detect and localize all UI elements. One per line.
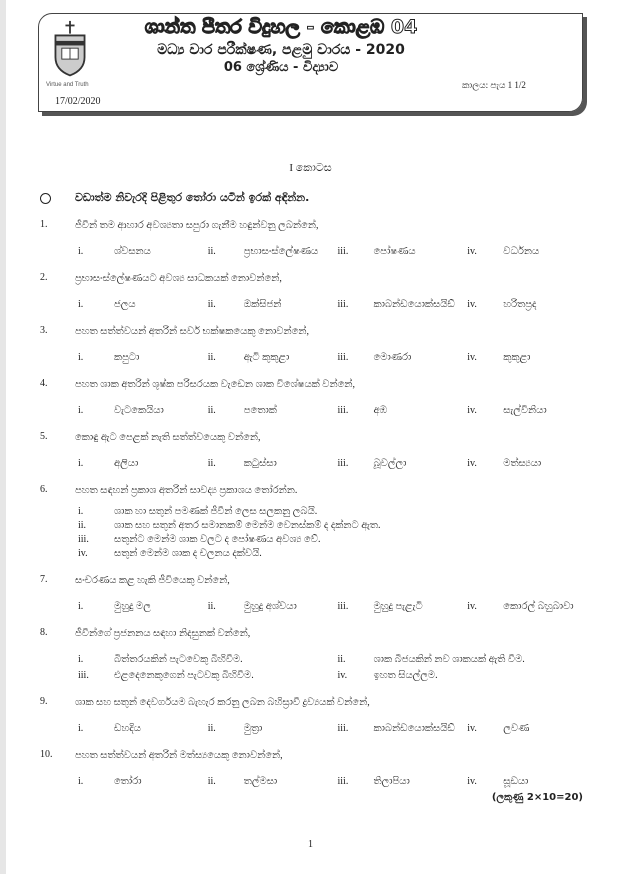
option-text: ඩහදිය bbox=[114, 723, 141, 734]
question-row bbox=[40, 484, 591, 497]
question-text: පහත ශාක අතරින් ශුෂ්ක පරිසරයක වැඩෙන ශාක විශේෂයක් වන්නේ, bbox=[75, 379, 355, 390]
question-row bbox=[40, 749, 591, 762]
question-text: ප්‍රභාසංස්ලේෂණයට අවශ්‍ය සාධකයක් නොවන්නේ, bbox=[75, 273, 282, 284]
question-number: 10. bbox=[40, 749, 53, 760]
question bbox=[40, 484, 591, 560]
option-text: හරිතප්‍රද bbox=[503, 299, 537, 310]
option-label: ii. bbox=[207, 458, 216, 469]
circle-bullet-icon bbox=[40, 193, 51, 204]
option-label: ii. bbox=[207, 601, 216, 612]
question-text: පහත සඳහන් ප්‍රකාශ අතරින් සාවද්‍ය ප්‍රකාශය තෝරන්න. bbox=[75, 485, 298, 496]
option-text: කටුස්සා bbox=[243, 458, 277, 469]
instruction-row bbox=[40, 191, 591, 205]
option-label: i. bbox=[78, 246, 84, 257]
option-text: ශාක හා සතුන් පමණක් ජීවීන් ලෙස සලකනු ලබයි. bbox=[114, 506, 318, 517]
option-label: iii. bbox=[337, 299, 349, 310]
option-text: කාබන්ඩයොක්සයිඩ් bbox=[373, 723, 455, 734]
question-number: 2. bbox=[40, 272, 48, 283]
option-text: ඇටි කුකුළා bbox=[243, 352, 290, 363]
question-text: පහත සත්ත්වයන් අතරින් මත්ස්‍යයෙකු නොවන්නේ, bbox=[75, 750, 283, 761]
option-text: ප්‍රභාසංස්ලේෂණය bbox=[243, 246, 319, 257]
exam-title: මධ්‍ය වාර පරීක්ෂණ, පළමු වාරය - 2020 bbox=[157, 41, 405, 58]
option-label: i. bbox=[78, 654, 84, 665]
option-label: iii. bbox=[78, 670, 89, 681]
exam-date: 17/02/2020 bbox=[55, 96, 101, 107]
option-label: iii. bbox=[337, 601, 349, 612]
question-text: කොඳු ඇට පෙළක් නැති සත්ත්වයෙකු වන්නේ, bbox=[75, 432, 261, 443]
page-number: 1 bbox=[308, 839, 313, 850]
question-row bbox=[40, 378, 591, 391]
option-list bbox=[78, 245, 591, 258]
question bbox=[40, 574, 591, 613]
option-text: කුකුළා bbox=[503, 352, 531, 363]
option-text: මුහුදු පැළැටි bbox=[373, 601, 423, 612]
question bbox=[40, 219, 591, 258]
option-label: i. bbox=[78, 601, 84, 612]
question-number: 4. bbox=[40, 378, 48, 389]
option-text: මුහුදු මල bbox=[114, 601, 151, 612]
option-label: ii. bbox=[207, 246, 216, 257]
option-text: මත්ස්‍යයා bbox=[503, 458, 542, 469]
option-label: iii. bbox=[337, 246, 349, 257]
option-text: තිලාපියා bbox=[373, 776, 410, 787]
option-label: iv. bbox=[467, 352, 477, 363]
option-label: ii. bbox=[78, 520, 87, 531]
option-list bbox=[78, 505, 591, 560]
question bbox=[40, 272, 591, 311]
option-label: ii. bbox=[207, 352, 216, 363]
option-label: ii. bbox=[207, 723, 216, 734]
instruction: වඩාත්ම නිවැරදි පිළිතුර තෝරා යටින් ඉරක් අඳින්න. bbox=[75, 191, 310, 204]
question-text: සංචරණය කළ හැකි ජීවියෙකු වන්නේ, bbox=[75, 575, 230, 586]
grade-subject: 06 ශ්‍රේණිය - විද්‍යාව bbox=[223, 59, 339, 75]
option-text: අලියා bbox=[114, 458, 139, 469]
question bbox=[40, 378, 591, 417]
marks-note: (ලකුණු 2×10=20) bbox=[491, 792, 583, 803]
option-text: කාබන්ඩයොක්සයිඩ් bbox=[373, 299, 455, 310]
option-text: කොරල් බහුබාවා bbox=[503, 601, 574, 612]
option-label: iv. bbox=[467, 246, 477, 257]
option-label: ii. bbox=[337, 654, 346, 665]
question-row bbox=[40, 325, 591, 338]
question-number: 9. bbox=[40, 696, 48, 707]
question bbox=[40, 325, 591, 364]
option-label: iv. bbox=[337, 670, 348, 681]
question-text: පහත සත්ත්වයන් අතරින් සර්ව භක්ෂකයෙකු නොවන්නේ, bbox=[75, 326, 310, 337]
option-text: ලවණ bbox=[503, 723, 530, 734]
question bbox=[40, 749, 591, 788]
option-text: වැටකෙයියා bbox=[114, 405, 164, 416]
option-label: ii. bbox=[207, 776, 216, 787]
option-list bbox=[78, 600, 591, 613]
school-name: ශාන්ත පීතර විදුහල - කොළඹ 04 bbox=[144, 16, 418, 38]
option-text: සැල්විනියා bbox=[503, 405, 547, 416]
logo-motto: Virtue and Truth bbox=[46, 82, 89, 88]
option-label: ii. bbox=[207, 405, 216, 416]
option-text: බිත්තරයකින් පැටවෙකු බිහිවීම. bbox=[114, 654, 243, 665]
question-row bbox=[40, 696, 591, 709]
option-label: iv. bbox=[467, 299, 477, 310]
option-label: iii. bbox=[337, 458, 349, 469]
option-text: බූවල්ලා bbox=[373, 458, 407, 469]
option-text: වර්ධනය bbox=[503, 246, 540, 257]
question-number: 5. bbox=[40, 431, 48, 442]
option-text: ශාක සහ සතුන් අතර සමානකම් මෙන්ම වෙනස්කම් ද දක්නට ඇත. bbox=[114, 520, 381, 531]
option-text: ඉහත සියල්ලම. bbox=[373, 670, 438, 681]
option-list bbox=[78, 404, 591, 417]
option-label: i. bbox=[78, 405, 84, 416]
option-label: ii. bbox=[207, 299, 216, 310]
option-label: iii. bbox=[337, 405, 349, 416]
option-text: සතුන් මෙන්ම ශාක ද චලනය දක්වයි. bbox=[114, 548, 262, 559]
option-text: ශාක බීජයකින් නව ශාකයක් ඇති වීම. bbox=[373, 654, 525, 665]
section-title: I කොටස bbox=[289, 162, 332, 174]
question-number: 8. bbox=[40, 627, 48, 638]
question-row bbox=[40, 627, 591, 640]
option-label: i. bbox=[78, 352, 84, 363]
option-text: එළදෙනෙකුගෙන් පැටවකු බිහිවීම. bbox=[114, 670, 254, 681]
question-row bbox=[40, 219, 591, 232]
question-list bbox=[40, 219, 591, 788]
option-list bbox=[78, 653, 591, 682]
question bbox=[40, 431, 591, 470]
option-label: i. bbox=[78, 299, 84, 310]
option-text: ජලය bbox=[114, 299, 136, 310]
option-label: iii. bbox=[337, 776, 349, 787]
question-number: 6. bbox=[40, 484, 48, 495]
option-text: සූඩයා bbox=[503, 776, 529, 787]
option-label: iv. bbox=[467, 723, 477, 734]
option-text: සතුන්ට මෙන්ම ශාක වලට ද පෝෂණය අවශ්‍ය වේ. bbox=[114, 534, 321, 545]
question-number: 1. bbox=[40, 219, 48, 230]
option-label: i. bbox=[78, 506, 84, 517]
option-text: තල්මසා bbox=[243, 776, 278, 787]
option-list bbox=[78, 775, 591, 788]
option-label: i. bbox=[78, 458, 84, 469]
question-number: 3. bbox=[40, 325, 48, 336]
option-label: i. bbox=[78, 776, 84, 787]
question-row bbox=[40, 574, 591, 587]
option-text: කපුටා bbox=[114, 352, 140, 363]
option-label: i. bbox=[78, 723, 84, 734]
option-label: iii. bbox=[78, 534, 89, 545]
question-text: ජීවීන්ගේ ප්‍රජනනය සඳහා නිදසුනක් වන්නේ, bbox=[75, 628, 251, 639]
option-label: iv. bbox=[467, 458, 477, 469]
question-text: ජීවීන් තම ආහාර අවශ්‍යතා සපුරා ගැනීම හඳුන්වනු ලබන්නේ, bbox=[75, 220, 319, 231]
time-allowed: කාලය: පැය 1 1/2 bbox=[462, 80, 526, 90]
option-list bbox=[78, 457, 591, 470]
question-number: 7. bbox=[40, 574, 48, 585]
option-list bbox=[78, 722, 591, 735]
option-text: මොණරා bbox=[373, 352, 412, 363]
option-label: iv. bbox=[467, 601, 477, 612]
option-label: iv. bbox=[467, 776, 477, 787]
option-text: ඔක්සිජන් bbox=[243, 299, 282, 310]
option-list bbox=[78, 351, 591, 364]
option-text: මුහුදු අශ්වයා bbox=[243, 601, 297, 612]
option-text: අඹ bbox=[373, 405, 388, 416]
option-text: පෝෂණය bbox=[373, 246, 416, 257]
option-label: iv. bbox=[467, 405, 477, 416]
question bbox=[40, 627, 591, 682]
option-text: තෝරා bbox=[114, 776, 142, 787]
option-label: iii. bbox=[337, 352, 349, 363]
question-text: ශාක සහ සතුන් දෙවර්ගයම බැහැර කරනු ලබන බහිස්‍රාවී ද්‍රව්‍යයක් වන්නේ, bbox=[75, 697, 370, 708]
option-text: ශ්වසනය bbox=[114, 246, 151, 257]
option-text: පතොක් bbox=[243, 405, 277, 416]
option-label: iv. bbox=[78, 548, 88, 559]
option-list bbox=[78, 298, 591, 311]
option-text: මුත්‍රා bbox=[243, 723, 263, 734]
question bbox=[40, 696, 591, 735]
question-row bbox=[40, 431, 591, 444]
question-row bbox=[40, 272, 591, 285]
option-label: iii. bbox=[337, 723, 349, 734]
